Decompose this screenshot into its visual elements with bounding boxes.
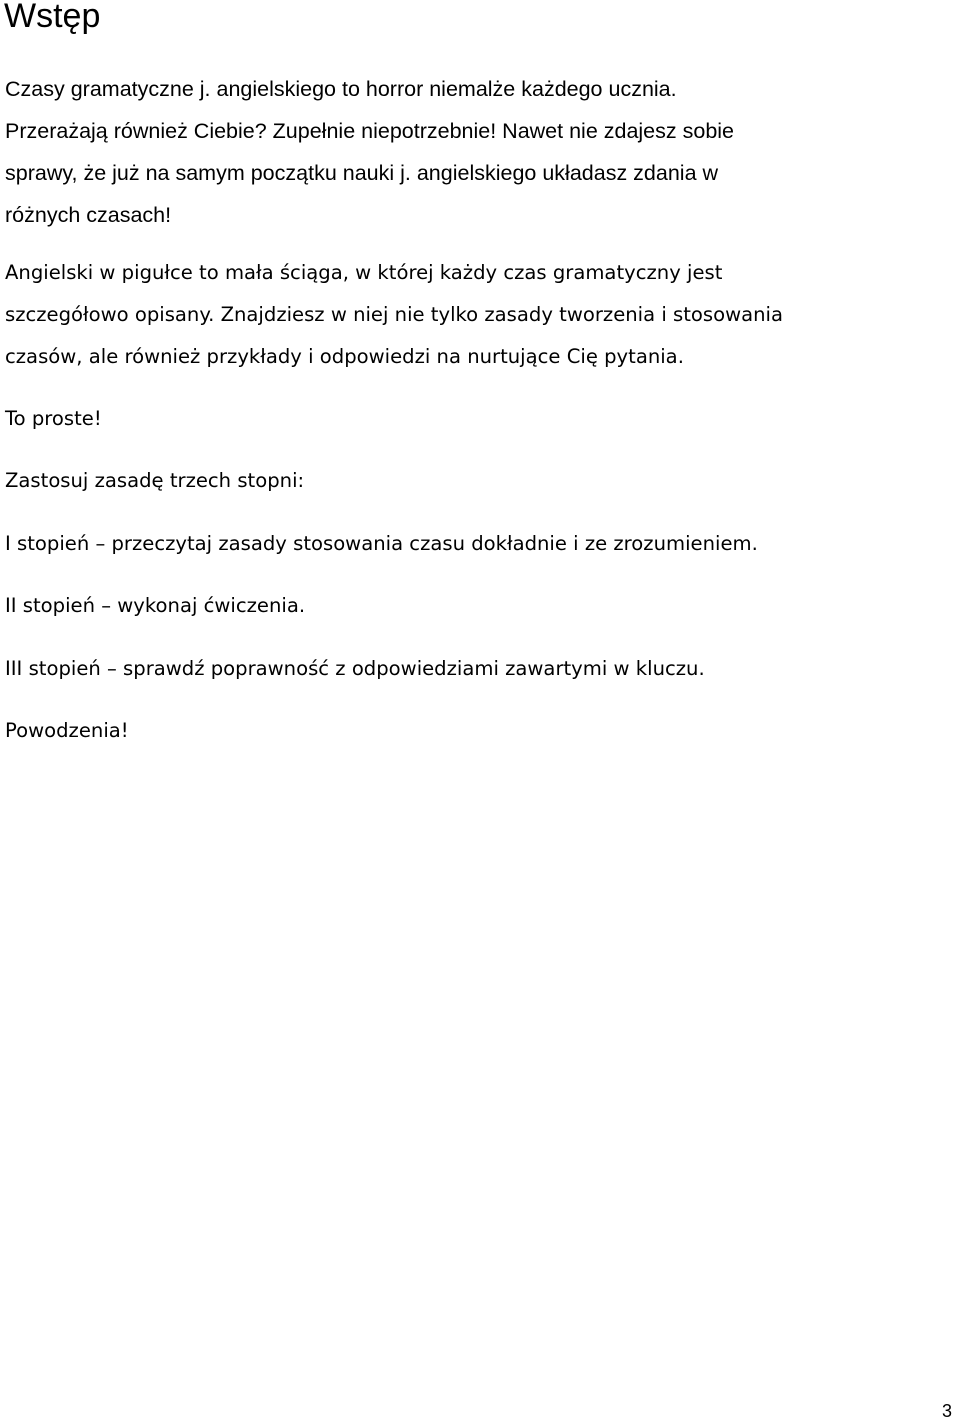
intro-line: różnych czasach! bbox=[5, 203, 172, 227]
rule-intro: Zastosuj zasadę trzech stopni: bbox=[5, 469, 305, 492]
step-two: II stopień – wykonaj ćwiczenia. bbox=[5, 594, 306, 617]
page-title: Wstęp bbox=[4, 0, 101, 35]
step-one: I stopień – przeczytaj zasady stosowania czasu dokładnie i ze zrozumieniem. bbox=[5, 532, 758, 555]
description-line: czasów, ale również przykłady i odpowiedzi na nurtujące Cię pytania. bbox=[5, 345, 684, 368]
intro-line: Przerażają również Ciebie? Zupełnie niepotrzebnie! Nawet nie zdajesz sobie bbox=[5, 119, 735, 143]
intro-paragraph bbox=[5, 68, 955, 236]
description-paragraph bbox=[5, 252, 783, 378]
description-line: szczegółowo opisany. Znajdziesz w niej nie tylko zasady tworzenia i stosowania bbox=[5, 303, 783, 326]
description-line: Angielski w pigułce to mała ściąga, w której każdy czas gramatyczny jest bbox=[5, 261, 723, 284]
closing-text: Powodzenia! bbox=[5, 719, 129, 742]
intro-line: Czasy gramatyczne j. angielskiego to horror niemalże każdego ucznia. bbox=[5, 77, 677, 101]
page-number: 3 bbox=[941, 1401, 952, 1421]
simple-statement: To proste! bbox=[5, 407, 102, 430]
step-three: III stopień – sprawdź poprawność z odpowiedziami zawartymi w kluczu. bbox=[5, 657, 705, 680]
intro-line: sprawy, że już na samym początku nauki j. angielskiego układasz zdania w bbox=[5, 161, 719, 185]
